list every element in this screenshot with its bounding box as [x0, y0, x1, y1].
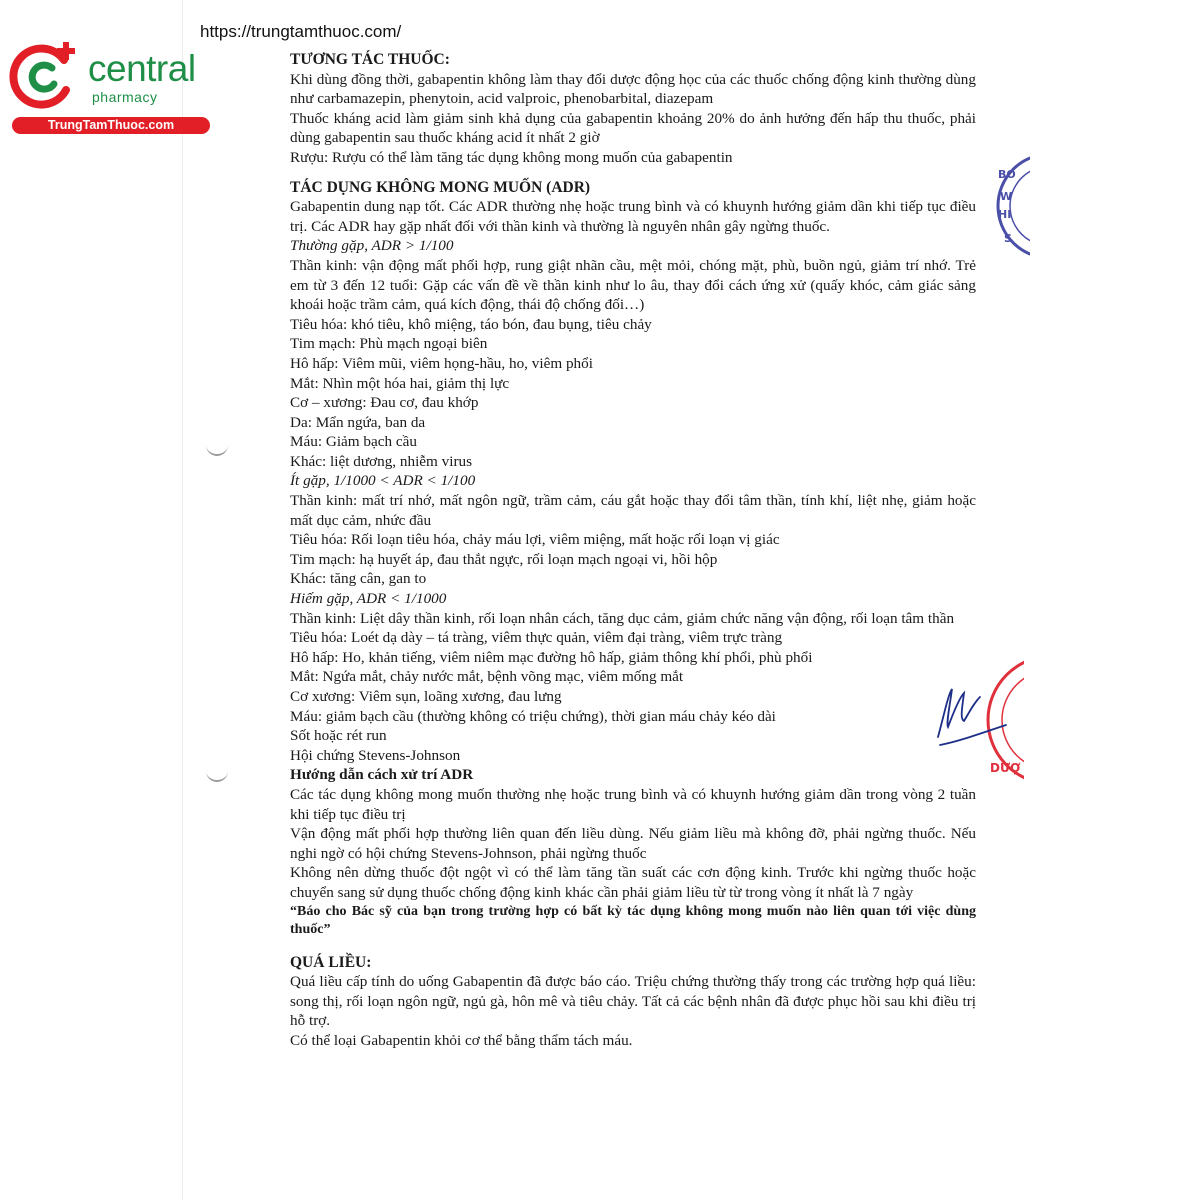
list-item: Máu: giảm bạch cầu (thường không có triệu chứng), thời gian máu chảy kéo dài	[290, 707, 776, 725]
svg-text:BO: BO	[998, 168, 1016, 181]
svg-text:DƯỢ: DƯỢ	[990, 761, 1021, 775]
list-item: Mắt: Nhìn một hóa hai, giảm thị lực	[290, 374, 510, 392]
list-item: Cơ xương: Viêm sụn, loãng xương, đau lưng	[290, 688, 562, 705]
paragraph: Gabapentin dung nạp tốt. Các ADR thường nhẹ hoặc trung bình và có khuynh hướng giảm dần khi tiếp tục điều trị. Các ADR hay gặp nhất đối với thần kinh và thường là nguyên nhân gây ngừng thuốc.	[290, 198, 976, 235]
list-item: Tiêu hóa: Rối loạn tiêu hóa, chảy máu lợi, viêm miệng, mất hoặc rối loạn vị giác	[290, 531, 780, 549]
section-title-overdose: QUÁ LIỀU:	[290, 953, 372, 971]
list-item: Hô hấp: Ho, khản tiếng, viêm niêm mạc đường hô hấp, giảm thông khí phổi, phù phổi	[290, 648, 813, 666]
binder-hole	[206, 440, 228, 456]
page-edge	[182, 0, 183, 1200]
list-item: Cơ – xương: Đau cơ, đau khớp	[290, 394, 479, 412]
paragraph: Khi dùng đồng thời, gabapentin không làm thay đổi dược động học của các thuốc chống động kinh thường dùng như carbamazepin, phenytoin, acid valproic, phenobarbital, diazepam	[290, 70, 976, 108]
paragraph: Các tác dụng không mong muốn thường nhẹ hoặc trung bình và có khuynh hướng giảm dần trong vòng 2 tuần khi tiếp tục điều trị	[290, 785, 976, 823]
subheading-rare: Hiếm gặp, ADR < 1/1000	[290, 590, 447, 608]
list-item: Da: Mẩn ngứa, ban da	[290, 413, 426, 431]
list-item: Hội chứng Stevens-Johnson	[290, 746, 461, 764]
source-url: https://trungtamthuoc.com/	[200, 22, 402, 41]
paragraph: Thuốc kháng acid làm giảm sinh khả dụng của gabapentin khoảng 20% do ảnh hưởng đến hấp thu thuốc, phải dùng gabapentin sau thuốc kháng acid ít nhất 2 giờ	[290, 109, 976, 147]
list-item: Mắt: Ngứa mắt, chảy nước mắt, bệnh võng mạc, viêm mống mắt	[290, 668, 684, 686]
paragraph: Quá liều cấp tính do uống Gabapentin đã được báo cáo. Triệu chứng thường thấy trong các trường hợp quá liều: song thị, rối loạn ngôn ngữ, ngủ gà, hôn mê và tiêu chảy. Tất cả các bệnh nhân đã được phục hồi sau khi điều trị hỗ trợ.	[290, 973, 976, 1030]
central-pharmacy-logo-icon	[8, 38, 80, 110]
list-item: Sốt hoặc rét run	[290, 727, 387, 745]
svg-text:W: W	[1000, 190, 1013, 203]
list-item: Khác: tăng cân, gan to	[290, 570, 427, 588]
doctor-note: “Báo cho Bác sỹ của bạn trong trường hợp có bất kỳ tác dụng không mong muốn nào liên quan tới việc dùng thuốc”	[290, 903, 976, 938]
site-badge: TrungTamThuoc.com	[12, 117, 210, 134]
list-item: Thần kinh: Liệt dây thần kinh, rối loạn nhân cách, tăng dục cảm, giảm chức năng vận động, rối loạn tâm thần	[290, 609, 955, 627]
subheading-common: Thường gặp, ADR > 1/100	[290, 237, 454, 255]
list-item: Tiêu hóa: khó tiêu, khô miệng, táo bón, đau bụng, tiêu chảy	[290, 315, 652, 333]
svg-text:HI: HI	[998, 208, 1012, 221]
list-item: Khác: liệt dương, nhiễm virus	[290, 452, 473, 470]
blue-stamp-icon	[990, 150, 1030, 262]
paragraph: Rượu: Rượu có thể làm tăng tác dụng không mong muốn của gabapentin	[290, 148, 733, 166]
list-item: Máu: Giảm bạch cầu	[290, 433, 417, 451]
brand-name: central	[88, 48, 196, 89]
paragraph: Có thể loại Gabapentin khỏi cơ thể bằng thẩm tách máu.	[290, 1031, 633, 1049]
document-body	[290, 50, 976, 1051]
list-item: Tim mạch: hạ huyết áp, đau thắt ngực, rối loạn mạch ngoại vi, hồi hộp	[290, 550, 718, 568]
list-item: Thần kinh: vận động mất phối hợp, rung giật nhãn cầu, mệt mỏi, chóng mặt, phù, buồn ngủ, giảm trí nhớ. Trẻ em từ 3 đến 12 tuổi: Gặp các vấn đề về thần kinh như lo âu, thay đổi cách ứng xử (quấy khóc, cảm giác sảng khoái hoặc trầm cảm, quá kích động, thái độ chống đối…)	[290, 256, 976, 314]
subheading-guide: Hướng dẫn cách xử trí ADR	[290, 766, 474, 784]
paragraph: Không nên dừng thuốc đột ngột vì có thể làm tăng tần suất các cơn động kinh. Trước khi ngừng thuốc hoặc chuyển sang sử dụng thuốc chống động kinh khác cần phải giảm liều từ từ trong vòng ít nhất là 7 ngày	[290, 864, 976, 901]
svg-text:S: S	[1004, 232, 1012, 245]
paragraph: Vận động mất phối hợp thường liên quan đến liều dùng. Nếu giảm liều mà không đỡ, phải ngừng thuốc. Nếu nghi ngờ có hội chứng Stevens-Johnson, phải ngừng thuốc	[290, 825, 976, 862]
list-item: Tiêu hóa: Loét dạ dày – tá tràng, viêm thực quản, viêm đại tràng, viêm trực tràng	[290, 629, 783, 647]
list-item: Tim mạch: Phù mạch ngoại biên	[290, 335, 488, 353]
list-item: Hô hấp: Viêm mũi, viêm họng-hầu, ho, viêm phổi	[290, 354, 593, 372]
list-item: Thần kinh: mất trí nhớ, mất ngôn ngữ, trầm cảm, cáu gắt hoặc thay đổi tâm thần, tính khí, liệt nhẹ, giảm hoặc mất dục cảm, nhức đầu	[290, 492, 976, 529]
binder-hole	[206, 766, 228, 782]
brand-subtitle: pharmacy	[92, 89, 158, 105]
section-title-adr: TÁC DỤNG KHÔNG MONG MUỐN (ADR)	[290, 178, 591, 196]
subheading-uncommon: Ít gặp, 1/1000 < ADR < 1/100	[290, 472, 476, 490]
section-title-interactions: TƯƠNG TÁC THUỐC:	[290, 51, 450, 68]
